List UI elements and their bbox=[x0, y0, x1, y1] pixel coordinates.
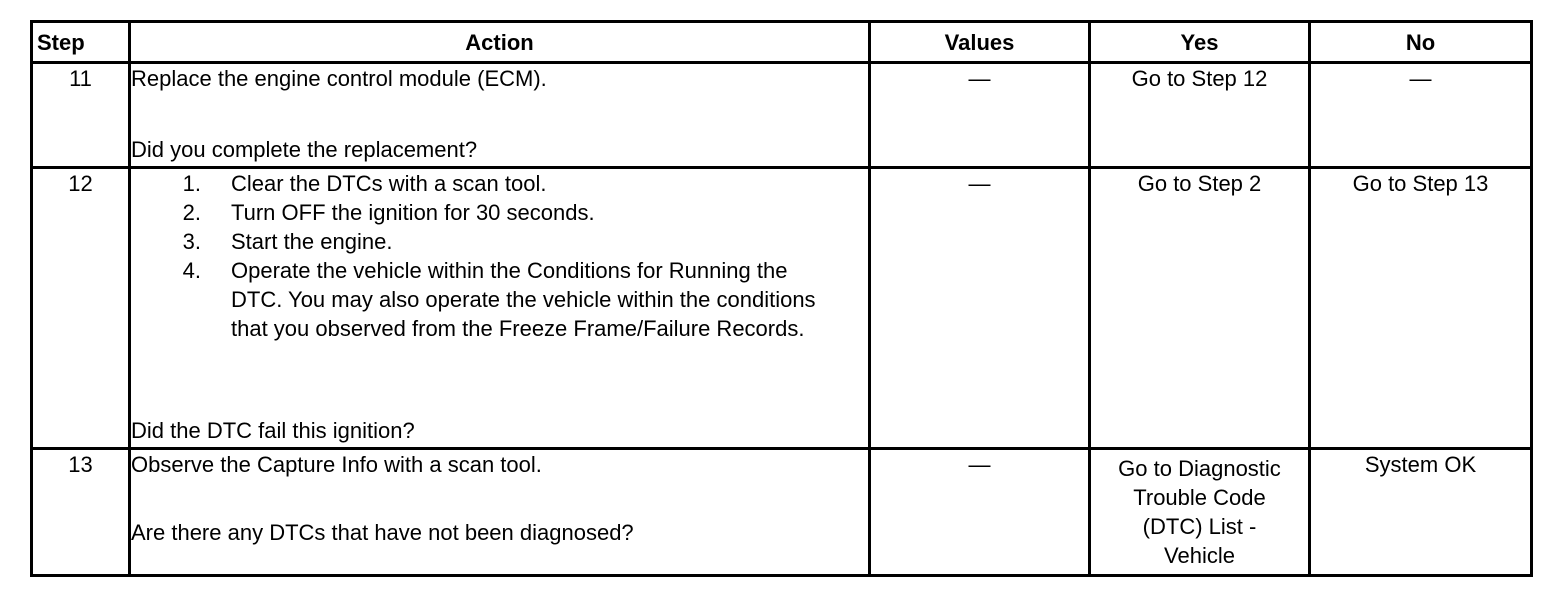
table-row-step-13 bbox=[32, 449, 1532, 576]
yes-cell: Go to Step 12 bbox=[1090, 63, 1310, 168]
substep-text: Turn OFF the ignition for 30 seconds. bbox=[231, 200, 595, 225]
substep-text: Start the engine. bbox=[231, 229, 393, 254]
step-number: 12 bbox=[32, 168, 130, 449]
list-item bbox=[131, 227, 868, 256]
action-question: Did the DTC fail this ignition? bbox=[131, 418, 415, 443]
header-step: Step bbox=[32, 22, 130, 63]
action-instruction: Replace the engine control module (ECM). bbox=[131, 66, 547, 91]
header-values: Values bbox=[870, 22, 1090, 63]
no-cell: System OK bbox=[1310, 449, 1532, 576]
header-action: Action bbox=[130, 22, 870, 63]
diagnostic-table bbox=[30, 20, 1533, 577]
values-cell: — bbox=[870, 449, 1090, 576]
substep-number: 3. bbox=[182, 229, 201, 254]
values-cell: — bbox=[870, 168, 1090, 449]
header-row bbox=[32, 22, 1532, 63]
table-row-step-11 bbox=[32, 63, 1532, 168]
list-item bbox=[131, 198, 868, 227]
table-row-step-12 bbox=[32, 168, 1532, 449]
action-cell bbox=[130, 63, 870, 168]
no-cell: Go to Step 13 bbox=[1310, 168, 1532, 449]
action-instruction: Observe the Capture Info with a scan tool. bbox=[131, 452, 542, 477]
list-item bbox=[131, 256, 868, 343]
header-no: No bbox=[1310, 22, 1532, 63]
action-cell bbox=[130, 168, 870, 449]
substep-number: 4. bbox=[182, 258, 201, 283]
header-yes: Yes bbox=[1090, 22, 1310, 63]
no-cell: — bbox=[1310, 63, 1532, 168]
substep-text: Clear the DTCs with a scan tool. bbox=[231, 171, 547, 196]
action-cell bbox=[130, 449, 870, 576]
action-question: Did you complete the replacement? bbox=[131, 137, 478, 162]
values-cell: — bbox=[870, 63, 1090, 168]
substep-number: 2. bbox=[182, 200, 201, 225]
substep-list bbox=[131, 169, 868, 343]
substep-number: 1. bbox=[182, 171, 201, 196]
action-question: Are there any DTCs that have not been diagnosed? bbox=[131, 520, 634, 545]
yes-cell: Go to Step 2 bbox=[1090, 168, 1310, 449]
step-number: 13 bbox=[32, 449, 130, 576]
list-item bbox=[131, 169, 868, 198]
yes-cell: Go to Diagnostic Trouble Code (DTC) List - Vehicle bbox=[1090, 449, 1310, 576]
substep-text: Operate the vehicle within the Conditions for Running the DTC. You may also operate the vehicle within the conditions that you observed from the Freeze Frame/Failure Records. bbox=[231, 258, 816, 341]
step-number: 11 bbox=[32, 63, 130, 168]
